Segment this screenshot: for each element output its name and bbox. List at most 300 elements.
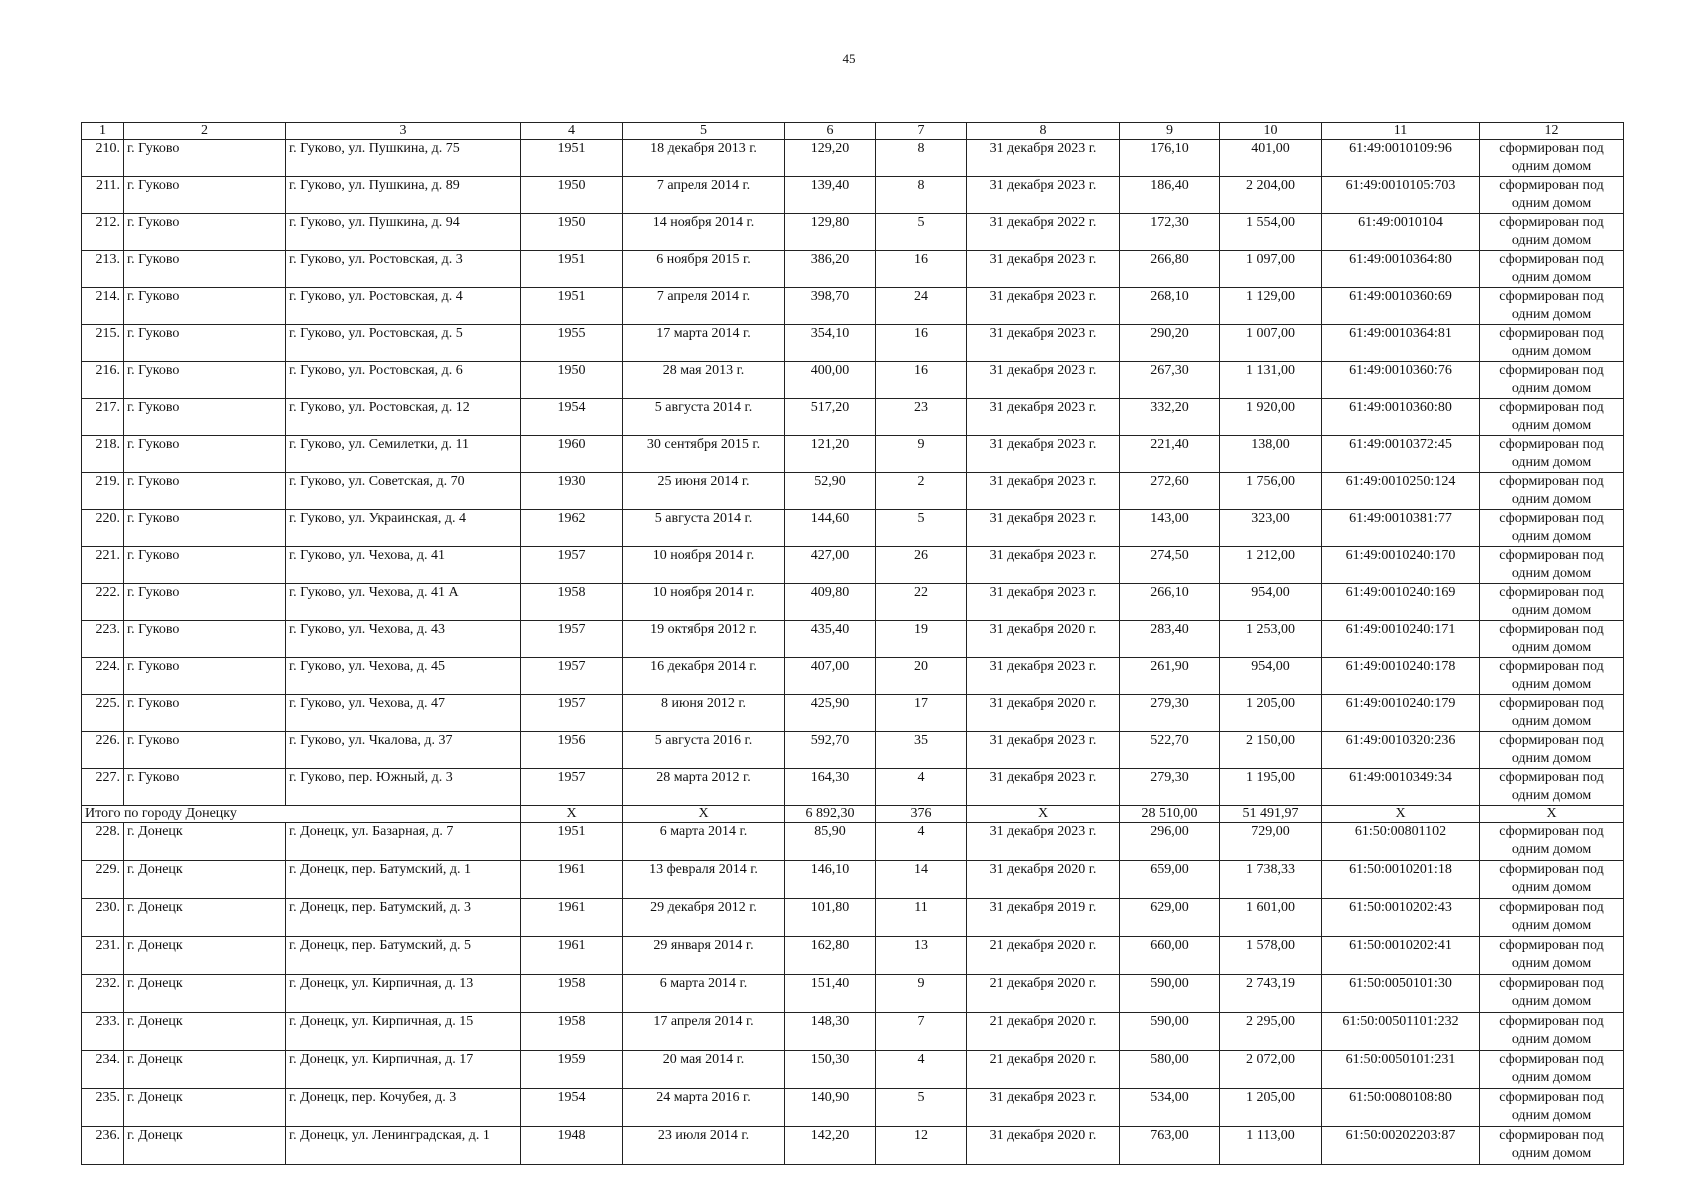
residents-cell: 5	[876, 214, 967, 251]
cadastral-number-cell: 61:49:0010349:34	[1322, 769, 1480, 806]
status-cell: сформирован под одним домом	[1480, 584, 1624, 621]
residents-cell: 14	[876, 861, 967, 899]
total-residents-cell: 376	[876, 806, 967, 823]
status-cell: сформирован под одним домом	[1480, 288, 1624, 325]
deadline-cell: 31 декабря 2023 г.	[967, 325, 1120, 362]
col10-cell: 1 920,00	[1220, 399, 1322, 436]
residents-cell: 9	[876, 436, 967, 473]
status-cell: сформирован под одним домом	[1480, 251, 1624, 288]
area-cell: 139,40	[785, 177, 876, 214]
col9-cell: 221,40	[1120, 436, 1220, 473]
row-number-cell: 231.	[82, 937, 124, 975]
deadline-cell: 21 декабря 2020 г.	[967, 975, 1120, 1013]
table-row	[82, 975, 1624, 1013]
table-row	[82, 861, 1624, 899]
col9-cell: 261,90	[1120, 658, 1220, 695]
status-cell: сформирован под одним домом	[1480, 975, 1624, 1013]
year-cell: 1950	[521, 214, 623, 251]
status-cell: сформирован под одним домом	[1480, 399, 1624, 436]
cadastral-number-cell: 61:50:00501101:232	[1322, 1013, 1480, 1051]
address-cell: г. Гуково, ул. Семилетки, д. 11	[286, 436, 521, 473]
status-cell: сформирован под одним домом	[1480, 937, 1624, 975]
column-header: 6	[785, 123, 876, 140]
col9-cell: 629,00	[1120, 899, 1220, 937]
area-cell: 140,90	[785, 1089, 876, 1127]
year-cell: 1954	[521, 399, 623, 436]
table-row	[82, 1051, 1624, 1089]
date-cell: 8 июня 2012 г.	[623, 695, 785, 732]
status-cell: сформирован под одним домом	[1480, 621, 1624, 658]
residents-cell: 9	[876, 975, 967, 1013]
cadastral-number-cell: 61:49:0010360:80	[1322, 399, 1480, 436]
status-cell: сформирован под одним домом	[1480, 1051, 1624, 1089]
date-cell: 23 июля 2014 г.	[623, 1127, 785, 1165]
column-header: 12	[1480, 123, 1624, 140]
area-cell: 129,20	[785, 140, 876, 177]
year-cell: 1959	[521, 1051, 623, 1089]
column-header: 8	[967, 123, 1120, 140]
address-cell: г. Донецк, пер. Кочубея, д. 3	[286, 1089, 521, 1127]
date-cell: 29 декабря 2012 г.	[623, 899, 785, 937]
status-cell: сформирован под одним домом	[1480, 695, 1624, 732]
col10-cell: 2 204,00	[1220, 177, 1322, 214]
col9-cell: 534,00	[1120, 1089, 1220, 1127]
address-cell: г. Донецк, ул. Кирпичная, д. 13	[286, 975, 521, 1013]
address-cell: г. Гуково, ул. Советская, д. 70	[286, 473, 521, 510]
status-cell: сформирован под одним домом	[1480, 214, 1624, 251]
col9-cell: 660,00	[1120, 937, 1220, 975]
row-number-cell: 214.	[82, 288, 124, 325]
col9-cell: 580,00	[1120, 1051, 1220, 1089]
cadastral-number-cell: 61:49:0010360:69	[1322, 288, 1480, 325]
table-row	[82, 695, 1624, 732]
table-row	[82, 177, 1624, 214]
city-cell: г. Донецк	[124, 823, 286, 861]
year-cell: 1950	[521, 177, 623, 214]
row-number-cell: 225.	[82, 695, 124, 732]
area-cell: 146,10	[785, 861, 876, 899]
residents-cell: 4	[876, 823, 967, 861]
table-row	[82, 473, 1624, 510]
cadastral-number-cell: 61:49:0010372:45	[1322, 436, 1480, 473]
deadline-cell: 31 декабря 2020 г.	[967, 1127, 1120, 1165]
city-cell: г. Гуково	[124, 140, 286, 177]
col10-cell: 323,00	[1220, 510, 1322, 547]
status-cell: сформирован под одним домом	[1480, 732, 1624, 769]
address-cell: г. Гуково, ул. Украинская, д. 4	[286, 510, 521, 547]
col9-cell: 332,20	[1120, 399, 1220, 436]
total-c10-cell: 51 491,97	[1220, 806, 1322, 823]
column-header: 5	[623, 123, 785, 140]
address-cell: г. Гуково, ул. Чехова, д. 43	[286, 621, 521, 658]
area-cell: 517,20	[785, 399, 876, 436]
row-number-cell: 220.	[82, 510, 124, 547]
total-area-cell: 6 892,30	[785, 806, 876, 823]
deadline-cell: 31 декабря 2020 г.	[967, 621, 1120, 658]
col9-cell: 266,80	[1120, 251, 1220, 288]
deadline-cell: 31 декабря 2023 г.	[967, 362, 1120, 399]
col9-cell: 296,00	[1120, 823, 1220, 861]
col10-cell: 1 113,00	[1220, 1127, 1322, 1165]
year-cell: 1957	[521, 547, 623, 584]
area-cell: 398,70	[785, 288, 876, 325]
col9-cell: 763,00	[1120, 1127, 1220, 1165]
area-cell: 592,70	[785, 732, 876, 769]
col10-cell: 2 743,19	[1220, 975, 1322, 1013]
city-cell: г. Донецк	[124, 975, 286, 1013]
residents-cell: 4	[876, 1051, 967, 1089]
table-row	[82, 1013, 1624, 1051]
date-cell: 25 июня 2014 г.	[623, 473, 785, 510]
year-cell: 1951	[521, 140, 623, 177]
area-cell: 144,60	[785, 510, 876, 547]
address-cell: г. Донецк, пер. Батумский, д. 1	[286, 861, 521, 899]
col10-cell: 1 601,00	[1220, 899, 1322, 937]
col10-cell: 954,00	[1220, 658, 1322, 695]
col9-cell: 143,00	[1120, 510, 1220, 547]
table-row	[82, 1089, 1624, 1127]
col10-cell: 1 212,00	[1220, 547, 1322, 584]
status-cell: сформирован под одним домом	[1480, 899, 1624, 937]
row-number-cell: 229.	[82, 861, 124, 899]
row-number-cell: 236.	[82, 1127, 124, 1165]
row-number-cell: 212.	[82, 214, 124, 251]
cadastral-number-cell: 61:49:0010364:80	[1322, 251, 1480, 288]
cadastral-number-cell: 61:50:0050101:30	[1322, 975, 1480, 1013]
city-cell: г. Донецк	[124, 937, 286, 975]
col9-cell: 279,30	[1120, 769, 1220, 806]
city-cell: г. Гуково	[124, 436, 286, 473]
residents-cell: 24	[876, 288, 967, 325]
table-row	[82, 399, 1624, 436]
row-number-cell: 232.	[82, 975, 124, 1013]
col9-cell: 590,00	[1120, 975, 1220, 1013]
total-row	[82, 806, 1624, 823]
col10-cell: 954,00	[1220, 584, 1322, 621]
table-row	[82, 937, 1624, 975]
deadline-cell: 31 декабря 2023 г.	[967, 547, 1120, 584]
total-label: Итого по городу Донецку	[82, 806, 521, 823]
city-cell: г. Гуково	[124, 251, 286, 288]
residents-cell: 4	[876, 769, 967, 806]
status-cell: сформирован под одним домом	[1480, 769, 1624, 806]
col9-cell: 274,50	[1120, 547, 1220, 584]
col10-cell: 1 253,00	[1220, 621, 1322, 658]
date-cell: 5 августа 2014 г.	[623, 399, 785, 436]
year-cell: 1962	[521, 510, 623, 547]
status-cell: сформирован под одним домом	[1480, 473, 1624, 510]
area-cell: 85,90	[785, 823, 876, 861]
status-cell: сформирован под одним домом	[1480, 1013, 1624, 1051]
address-cell: г. Гуково, ул. Ростовская, д. 12	[286, 399, 521, 436]
year-cell: 1948	[521, 1127, 623, 1165]
cadastral-number-cell: 61:49:0010364:81	[1322, 325, 1480, 362]
year-cell: 1957	[521, 695, 623, 732]
table-row	[82, 658, 1624, 695]
date-cell: 5 августа 2016 г.	[623, 732, 785, 769]
deadline-cell: 31 декабря 2023 г.	[967, 436, 1120, 473]
address-cell: г. Гуково, ул. Чехова, д. 41	[286, 547, 521, 584]
row-number-cell: 221.	[82, 547, 124, 584]
deadline-cell: 31 декабря 2023 г.	[967, 177, 1120, 214]
date-cell: 6 ноября 2015 г.	[623, 251, 785, 288]
cadastral-number-cell: 61:50:0010202:41	[1322, 937, 1480, 975]
city-cell: г. Гуково	[124, 214, 286, 251]
col9-cell: 659,00	[1120, 861, 1220, 899]
row-number-cell: 217.	[82, 399, 124, 436]
deadline-cell: 31 декабря 2023 г.	[967, 732, 1120, 769]
total-c9-cell: 28 510,00	[1120, 806, 1220, 823]
deadline-cell: 31 декабря 2023 г.	[967, 399, 1120, 436]
col10-cell: 1 097,00	[1220, 251, 1322, 288]
area-cell: 142,20	[785, 1127, 876, 1165]
deadline-cell: 31 декабря 2019 г.	[967, 899, 1120, 937]
city-cell: г. Гуково	[124, 732, 286, 769]
table-row	[82, 436, 1624, 473]
city-cell: г. Донецк	[124, 899, 286, 937]
status-cell: сформирован под одним домом	[1480, 658, 1624, 695]
col10-cell: 1 554,00	[1220, 214, 1322, 251]
deadline-cell: 21 декабря 2020 г.	[967, 1013, 1120, 1051]
col10-cell: 1 205,00	[1220, 1089, 1322, 1127]
row-number-cell: 227.	[82, 769, 124, 806]
column-header: 11	[1322, 123, 1480, 140]
cadastral-number-cell: 61:49:0010240:170	[1322, 547, 1480, 584]
address-cell: г. Гуково, ул. Ростовская, д. 3	[286, 251, 521, 288]
status-cell: сформирован под одним домом	[1480, 823, 1624, 861]
cadastral-number-cell: 61:49:0010240:171	[1322, 621, 1480, 658]
col9-cell: 266,10	[1120, 584, 1220, 621]
residents-cell: 8	[876, 140, 967, 177]
date-cell: 7 апреля 2014 г.	[623, 177, 785, 214]
row-number-cell: 215.	[82, 325, 124, 362]
deadline-cell: 31 декабря 2023 г.	[967, 473, 1120, 510]
deadline-cell: 31 декабря 2023 г.	[967, 584, 1120, 621]
column-header: 9	[1120, 123, 1220, 140]
status-cell: сформирован под одним домом	[1480, 510, 1624, 547]
date-cell: 5 августа 2014 г.	[623, 510, 785, 547]
date-cell: 14 ноября 2014 г.	[623, 214, 785, 251]
cadastral-number-cell: 61:49:0010104	[1322, 214, 1480, 251]
col9-cell: 279,30	[1120, 695, 1220, 732]
area-cell: 52,90	[785, 473, 876, 510]
col9-cell: 186,40	[1120, 177, 1220, 214]
city-cell: г. Гуково	[124, 658, 286, 695]
deadline-cell: 31 декабря 2020 г.	[967, 861, 1120, 899]
col10-cell: 138,00	[1220, 436, 1322, 473]
deadline-cell: 31 декабря 2023 г.	[967, 288, 1120, 325]
year-cell: 1957	[521, 621, 623, 658]
table-row	[82, 325, 1624, 362]
address-cell: г. Гуково, ул. Пушкина, д. 75	[286, 140, 521, 177]
col10-cell: 2 150,00	[1220, 732, 1322, 769]
city-cell: г. Гуково	[124, 177, 286, 214]
residents-cell: 20	[876, 658, 967, 695]
col10-cell: 1 195,00	[1220, 769, 1322, 806]
status-cell: сформирован под одним домом	[1480, 177, 1624, 214]
date-cell: 19 октября 2012 г.	[623, 621, 785, 658]
column-header: 10	[1220, 123, 1322, 140]
address-cell: г. Гуково, ул. Чехова, д. 41 А	[286, 584, 521, 621]
year-cell: 1956	[521, 732, 623, 769]
year-cell: 1957	[521, 658, 623, 695]
col10-cell: 1 738,33	[1220, 861, 1322, 899]
year-cell: 1951	[521, 823, 623, 861]
date-cell: 16 декабря 2014 г.	[623, 658, 785, 695]
status-cell: сформирован под одним домом	[1480, 436, 1624, 473]
city-cell: г. Гуково	[124, 584, 286, 621]
year-cell: 1950	[521, 362, 623, 399]
column-header: 1	[82, 123, 124, 140]
deadline-cell: 31 декабря 2023 г.	[967, 658, 1120, 695]
table-row	[82, 899, 1624, 937]
date-cell: 18 декабря 2013 г.	[623, 140, 785, 177]
deadline-cell: 31 декабря 2023 г.	[967, 140, 1120, 177]
cadastral-number-cell: 61:50:0010202:43	[1322, 899, 1480, 937]
address-cell: г. Гуково, ул. Чехова, д. 47	[286, 695, 521, 732]
col9-cell: 267,30	[1120, 362, 1220, 399]
address-cell: г. Гуково, ул. Чехова, д. 45	[286, 658, 521, 695]
area-cell: 427,00	[785, 547, 876, 584]
area-cell: 151,40	[785, 975, 876, 1013]
city-cell: г. Гуково	[124, 288, 286, 325]
col9-cell: 590,00	[1120, 1013, 1220, 1051]
date-cell: 10 ноября 2014 г.	[623, 584, 785, 621]
year-cell: 1960	[521, 436, 623, 473]
col9-cell: 522,70	[1120, 732, 1220, 769]
col10-cell: 2 295,00	[1220, 1013, 1322, 1051]
col9-cell: 290,20	[1120, 325, 1220, 362]
residents-cell: 2	[876, 473, 967, 510]
city-cell: г. Гуково	[124, 362, 286, 399]
page-number: 45	[842, 51, 856, 66]
residents-cell: 16	[876, 251, 967, 288]
row-number-cell: 228.	[82, 823, 124, 861]
area-cell: 129,80	[785, 214, 876, 251]
cadastral-number-cell: 61:49:0010320:236	[1322, 732, 1480, 769]
area-cell: 354,10	[785, 325, 876, 362]
deadline-cell: 31 декабря 2023 г.	[967, 769, 1120, 806]
area-cell: 150,30	[785, 1051, 876, 1089]
year-cell: 1951	[521, 251, 623, 288]
total-year-cell: X	[521, 806, 623, 823]
row-number-cell: 219.	[82, 473, 124, 510]
deadline-cell: 31 декабря 2023 г.	[967, 823, 1120, 861]
column-header: 4	[521, 123, 623, 140]
table-row	[82, 140, 1624, 177]
city-cell: г. Донецк	[124, 1051, 286, 1089]
address-cell: г. Гуково, ул. Ростовская, д. 6	[286, 362, 521, 399]
city-cell: г. Донецк	[124, 1013, 286, 1051]
table-row	[82, 547, 1624, 584]
city-cell: г. Гуково	[124, 547, 286, 584]
year-cell: 1930	[521, 473, 623, 510]
cadastral-number-cell: 61:50:00202203:87	[1322, 1127, 1480, 1165]
area-cell: 435,40	[785, 621, 876, 658]
address-cell: г. Гуково, ул. Пушкина, д. 89	[286, 177, 521, 214]
area-cell: 409,80	[785, 584, 876, 621]
row-number-cell: 213.	[82, 251, 124, 288]
cadastral-number-cell: 61:49:0010360:76	[1322, 362, 1480, 399]
date-cell: 30 сентября 2015 г.	[623, 436, 785, 473]
area-cell: 121,20	[785, 436, 876, 473]
address-cell: г. Гуково, ул. Ростовская, д. 4	[286, 288, 521, 325]
col10-cell: 1 131,00	[1220, 362, 1322, 399]
col9-cell: 272,60	[1120, 473, 1220, 510]
area-cell: 400,00	[785, 362, 876, 399]
status-cell: сформирован под одним домом	[1480, 325, 1624, 362]
address-cell: г. Донецк, ул. Кирпичная, д. 15	[286, 1013, 521, 1051]
area-cell: 162,80	[785, 937, 876, 975]
cadastral-number-cell: 61:50:0010201:18	[1322, 861, 1480, 899]
table-row	[82, 584, 1624, 621]
col10-cell: 1 007,00	[1220, 325, 1322, 362]
address-cell: г. Гуково, ул. Пушкина, д. 94	[286, 214, 521, 251]
table-row	[82, 288, 1624, 325]
total-status-cell: X	[1480, 806, 1624, 823]
date-cell: 7 апреля 2014 г.	[623, 288, 785, 325]
address-cell: г. Донецк, пер. Батумский, д. 3	[286, 899, 521, 937]
area-cell: 148,30	[785, 1013, 876, 1051]
area-cell: 164,30	[785, 769, 876, 806]
row-number-cell: 233.	[82, 1013, 124, 1051]
address-cell: г. Гуково, ул. Чкалова, д. 37	[286, 732, 521, 769]
row-number-cell: 210.	[82, 140, 124, 177]
col10-cell: 2 072,00	[1220, 1051, 1322, 1089]
city-cell: г. Донецк	[124, 1089, 286, 1127]
area-cell: 386,20	[785, 251, 876, 288]
address-cell: г. Донецк, ул. Кирпичная, д. 17	[286, 1051, 521, 1089]
table-row	[82, 362, 1624, 399]
cadastral-number-cell: 61:49:0010240:179	[1322, 695, 1480, 732]
column-header: 2	[124, 123, 286, 140]
address-cell: г. Гуково, ул. Ростовская, д. 5	[286, 325, 521, 362]
residents-cell: 22	[876, 584, 967, 621]
year-cell: 1955	[521, 325, 623, 362]
date-cell: 17 апреля 2014 г.	[623, 1013, 785, 1051]
city-cell: г. Донецк	[124, 1127, 286, 1165]
city-cell: г. Гуково	[124, 510, 286, 547]
col10-cell: 401,00	[1220, 140, 1322, 177]
deadline-cell: 31 декабря 2023 г.	[967, 510, 1120, 547]
residents-cell: 5	[876, 1089, 967, 1127]
row-number-cell: 224.	[82, 658, 124, 695]
column-number-row	[82, 123, 1624, 140]
status-cell: сформирован под одним домом	[1480, 861, 1624, 899]
residents-cell: 12	[876, 1127, 967, 1165]
row-number-cell: 230.	[82, 899, 124, 937]
total-deadline-cell: X	[967, 806, 1120, 823]
table-row	[82, 1127, 1624, 1165]
deadline-cell: 31 декабря 2020 г.	[967, 695, 1120, 732]
date-cell: 20 мая 2014 г.	[623, 1051, 785, 1089]
row-number-cell: 235.	[82, 1089, 124, 1127]
residents-cell: 17	[876, 695, 967, 732]
city-cell: г. Гуково	[124, 325, 286, 362]
col10-cell: 729,00	[1220, 823, 1322, 861]
row-number-cell: 216.	[82, 362, 124, 399]
date-cell: 29 января 2014 г.	[623, 937, 785, 975]
city-cell: г. Гуково	[124, 695, 286, 732]
table-row	[82, 214, 1624, 251]
row-number-cell: 211.	[82, 177, 124, 214]
column-header: 3	[286, 123, 521, 140]
col10-cell: 1 578,00	[1220, 937, 1322, 975]
table-row	[82, 823, 1624, 861]
year-cell: 1957	[521, 769, 623, 806]
cadastral-number-cell: 61:49:0010109:96	[1322, 140, 1480, 177]
residents-cell: 8	[876, 177, 967, 214]
